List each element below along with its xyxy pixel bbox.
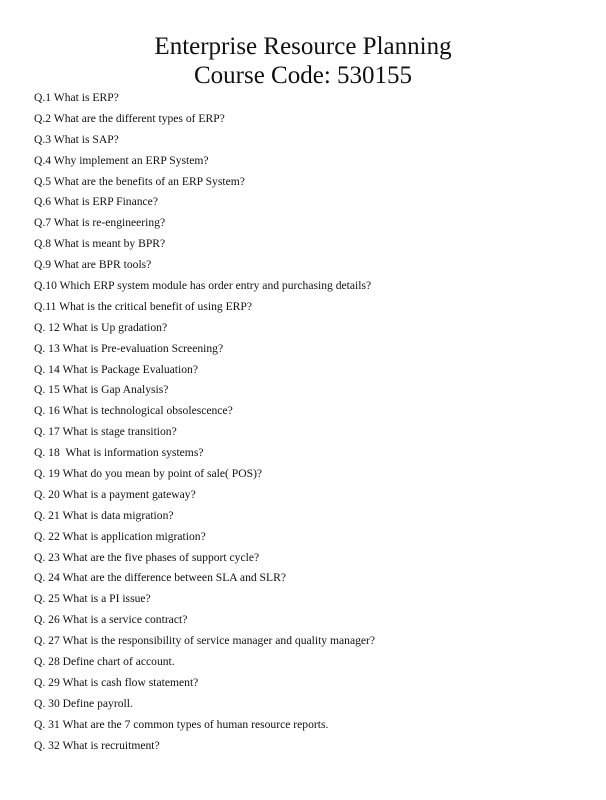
question-list: [34, 88, 375, 757]
question-item: Q.7 What is re-engineering?: [34, 216, 166, 230]
question-item: Q. 24 What are the difference between SLA and SLR?: [34, 571, 286, 585]
document-title: Enterprise Resource Planning: [154, 33, 452, 60]
question-item: Q. 17 What is stage transition?: [34, 425, 177, 439]
question-item: Q. 29 What is cash flow statement?: [34, 675, 199, 689]
title-block: [0, 32, 606, 90]
question-item: Q.2 What are the different types of ERP?: [34, 111, 225, 125]
question-item: Q. 14 What is Package Evaluation?: [34, 362, 198, 376]
question-item: Q.1 What is ERP?: [34, 91, 119, 104]
question-item: Q. 26 What is a service contract?: [34, 613, 188, 627]
question-item: Q. 16 What is technological obsolescence?: [34, 404, 233, 418]
question-item: Q. 22 What is application migration?: [34, 529, 206, 543]
question-item: Q. 18 What is information systems?: [34, 446, 204, 460]
question-item: Q.4 Why implement an ERP System?: [34, 153, 209, 167]
course-code: Course Code: 530155: [193, 62, 413, 89]
question-item: Q. 12 What is Up gradation?: [34, 320, 168, 334]
question-item: Q.6 What is ERP Finance?: [34, 195, 158, 209]
question-item: Q. 13 What is Pre-evaluation Screening?: [34, 341, 224, 355]
question-item: Q. 23 What are the five phases of support cycle?: [34, 550, 260, 564]
question-item: Q. 21 What is data migration?: [34, 508, 174, 522]
question-item: Q. 27 What is the responsibility of service manager and quality manager?: [34, 634, 376, 648]
question-item: Q.10 Which ERP system module has order entry and purchasing details?: [34, 279, 372, 293]
question-item: Q. 20 What is a payment gateway?: [34, 487, 196, 501]
question-item: Q. 25 What is a PI issue?: [34, 592, 151, 606]
question-item: Q.9 What are BPR tools?: [34, 258, 152, 272]
question-item: Q.8 What is meant by BPR?: [34, 237, 166, 251]
question-item: Q. 31 What are the 7 common types of human resource reports.: [34, 717, 329, 731]
question-item: Q.5 What are the benefits of an ERP System?: [34, 174, 245, 188]
question-item: Q.11 What is the critical benefit of using ERP?: [34, 299, 252, 313]
question-item: Q. 15 What is Gap Analysis?: [34, 383, 169, 397]
question-item: Q.3 What is SAP?: [34, 132, 119, 146]
question-item: Q. 30 Define payroll.: [34, 696, 133, 710]
question-item: Q. 32 What is recruitment?: [34, 738, 160, 752]
question-item: Q. 28 Define chart of account.: [34, 655, 175, 669]
question-item: Q. 19 What do you mean by point of sale( POS)?: [34, 467, 263, 481]
